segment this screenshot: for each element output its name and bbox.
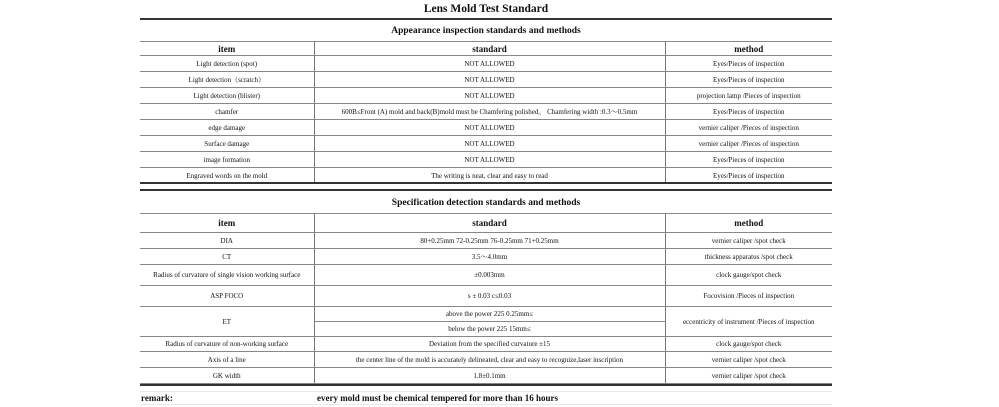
- item-cell: GK width: [140, 368, 314, 384]
- standard-cell: the center line of the mold is accurately delineated, clear and easy to recognize,laser inscription: [314, 352, 665, 368]
- standard-cell: 600B≤Front (A) mold and back(B)mold must be Chamfering polished。 Chamfering width :0.3～0.5mm: [314, 104, 665, 120]
- remark-top-line: [140, 391, 832, 392]
- table-row: [140, 352, 832, 368]
- header-method: method: [665, 214, 832, 233]
- standard-cell: above the power 225 0.25mm≤: [314, 307, 665, 322]
- header-standard: standard: [314, 42, 665, 56]
- item-cell: Surface damage: [140, 136, 314, 152]
- standard-cell: 1.8±0.1mm: [314, 368, 665, 384]
- item-cell: edge damage: [140, 120, 314, 136]
- title-divider: [140, 18, 832, 20]
- method-cell: Eyes/Pieces of inspection: [665, 56, 832, 72]
- standard-cell: NOT ALLOWED: [314, 72, 665, 88]
- table-row: [140, 368, 832, 384]
- item-cell: ET: [140, 307, 314, 337]
- item-cell: Radius of curvature of non-working surface: [140, 337, 314, 352]
- method-cell: Eyes/Pieces of inspection: [665, 152, 832, 168]
- method-cell: thickness apparatus /spot check: [665, 249, 832, 265]
- table-row: [140, 286, 832, 307]
- standard-cell: below the power 225 15mm≤: [314, 322, 665, 337]
- header-method: method: [665, 42, 832, 56]
- table-row: [140, 265, 832, 286]
- table-row: [140, 337, 832, 352]
- standard-cell: NOT ALLOWED: [314, 88, 665, 104]
- method-cell: Eyes/Pieces of inspection: [665, 168, 832, 184]
- table-row: [140, 152, 832, 168]
- header-item: item: [140, 42, 314, 56]
- item-cell: CT: [140, 249, 314, 265]
- item-cell: Light detection（scratch）: [140, 72, 314, 88]
- appearance-table: [140, 41, 832, 184]
- standard-cell: Deviation from the specified curvature ±15: [314, 337, 665, 352]
- method-cell: Focovision /Pieces of inspection: [665, 286, 832, 307]
- method-cell: eccentricity of instrument /Pieces of inspection: [665, 307, 832, 337]
- specification-section-title: Specification detection standards and methods: [391, 198, 581, 208]
- method-cell: vernier caliper /spot check: [665, 233, 832, 249]
- specification-table: [140, 213, 832, 384]
- standard-cell: NOT ALLOWED: [314, 120, 665, 136]
- appearance-section-title: Appearance inspection standards and methods: [391, 26, 581, 36]
- page-title: Lens Mold Test Standard: [423, 3, 549, 15]
- standard-cell: ±0.003mm: [314, 265, 665, 286]
- table-row: [140, 307, 832, 322]
- standard-cell: NOT ALLOWED: [314, 152, 665, 168]
- method-cell: Eyes/Pieces of inspection: [665, 104, 832, 120]
- method-cell: vernier caliper /Pieces of inspection: [665, 136, 832, 152]
- item-cell: image formation: [140, 152, 314, 168]
- table-row: [140, 233, 832, 249]
- item-cell: Light detection (blister): [140, 88, 314, 104]
- table-row: [140, 88, 832, 104]
- method-cell: clock gauge/spot check: [665, 265, 832, 286]
- section-divider: [140, 189, 832, 191]
- standard-cell: The writing is neat, clear and easy to read: [314, 168, 665, 184]
- item-cell: Radius of curvature of single vision working surface: [140, 265, 314, 286]
- table-row: [140, 72, 832, 88]
- table-row: [140, 104, 832, 120]
- method-cell: vernier caliper /Pieces of inspection: [665, 120, 832, 136]
- item-cell: ASP FOCO: [140, 286, 314, 307]
- item-cell: Engraved words on the mold: [140, 168, 314, 184]
- item-cell: chamfer: [140, 104, 314, 120]
- section-divider: [140, 182, 832, 184]
- remark-text: every mold must be chemical tempered for more than 16 hours: [317, 393, 558, 403]
- method-cell: clock gauge/spot check: [665, 337, 832, 352]
- item-cell: Light detection (spot): [140, 56, 314, 72]
- standard-cell: 80+0.25mm 72-0.25mm 76-0.25mm 71+0.25mm: [314, 233, 665, 249]
- table-row: [140, 136, 832, 152]
- appearance-header-row: [140, 42, 832, 56]
- item-cell: Axis of a line: [140, 352, 314, 368]
- table-row: [140, 249, 832, 265]
- item-cell: DIA: [140, 233, 314, 249]
- remark-label: remark:: [141, 393, 173, 403]
- header-item: item: [140, 214, 314, 233]
- standard-cell: 3.5～4.0mm: [314, 249, 665, 265]
- specification-header-row: [140, 214, 832, 233]
- remark-bottom-line: [140, 404, 832, 405]
- section-divider: [140, 384, 832, 386]
- standard-cell: NOT ALLOWED: [314, 56, 665, 72]
- table-row: [140, 56, 832, 72]
- standard-cell: NOT ALLOWED: [314, 136, 665, 152]
- method-cell: vernier caliper /spot check: [665, 368, 832, 384]
- method-cell: Eyes/Pieces of inspection: [665, 72, 832, 88]
- header-standard: standard: [314, 214, 665, 233]
- table-row: [140, 120, 832, 136]
- method-cell: vernier caliper /spot check: [665, 352, 832, 368]
- standard-cell: s ± 0.03 c≤0.03: [314, 286, 665, 307]
- method-cell: projection lamp /Pieces of inspection: [665, 88, 832, 104]
